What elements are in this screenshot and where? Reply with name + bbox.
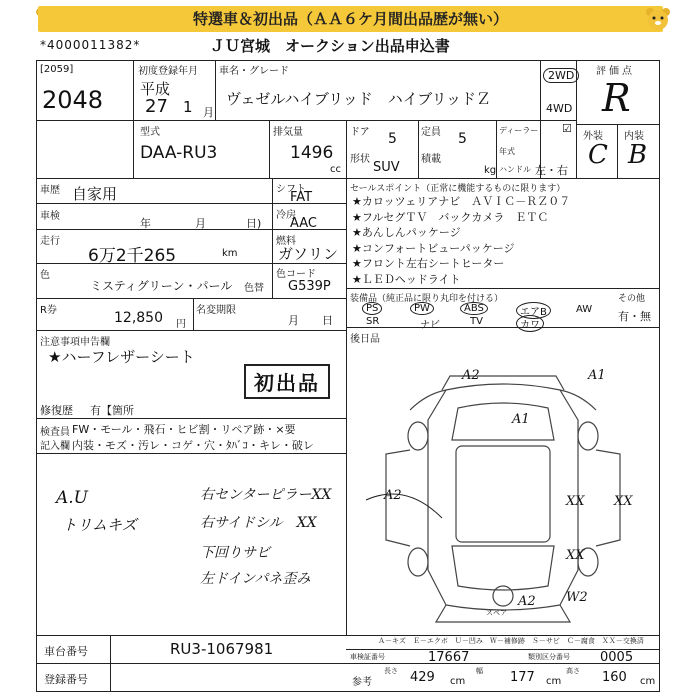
usage-value: 自家用 — [72, 185, 118, 203]
length-value: 429 — [410, 670, 435, 685]
check-row1: FW・モール・飛石・ヒビ割・リペア跡・×要 — [72, 423, 296, 436]
interior-value: B — [628, 140, 648, 170]
inspection-month: 月 — [195, 217, 206, 230]
damage-mark: W2 — [566, 590, 588, 605]
first-reg-month: 1 — [183, 98, 193, 116]
banner — [38, 6, 663, 32]
inspection-label: 車検 — [40, 211, 60, 222]
cooler-label: 冷房 — [276, 210, 296, 221]
capacity-label: 定員 — [421, 127, 441, 138]
name-change-month: 月 — [288, 314, 299, 327]
equipment-airbag: エアB — [516, 302, 551, 319]
body-type-value: SUV — [373, 160, 400, 175]
sales-point-item: ★フロント左右シートヒーター — [352, 257, 505, 270]
first-reg-era: 平成 — [140, 80, 171, 98]
color-value: ミスティグリーン・パール — [90, 279, 233, 293]
inspection-day: 日) — [246, 217, 262, 230]
first-reg-label: 初度登録年月 — [138, 66, 198, 77]
width-value: 177 — [510, 670, 535, 685]
damage-mark: XX — [614, 494, 633, 509]
sales-point-item: ★あんしんパッケージ — [352, 226, 461, 239]
color-code-label: 色コード — [276, 269, 316, 280]
dealer-label: ディーラー — [499, 126, 539, 135]
inspection-cert-number: 17667 — [428, 650, 470, 665]
mileage-value: 6万2千265 — [88, 246, 177, 266]
equipment-pw: PW — [410, 302, 434, 315]
year-label: 年式 — [499, 147, 515, 156]
exterior-value: C — [588, 140, 608, 170]
mileage-unit: km — [222, 248, 238, 259]
width-unit: cm — [546, 676, 562, 687]
usage-label: 車歴 — [40, 185, 60, 196]
ref-label: 参考 — [352, 677, 372, 688]
length-unit: cm — [450, 676, 466, 687]
recycle-unit: 円 — [176, 319, 186, 330]
rear-seat-label: 後日品 — [350, 334, 380, 345]
name-change-day: 日 — [322, 314, 333, 327]
repair-label: 修復歴 — [40, 404, 73, 417]
score-label: 評価点 — [596, 66, 635, 77]
sales-point-item: ★カロッツェリアナビ ＡＶＩＣ－ＲＺ０７ — [352, 195, 571, 208]
height-unit: cm — [640, 676, 656, 687]
form-code: *4000011382* — [40, 38, 141, 52]
doors-value: 5 — [388, 131, 397, 147]
first-reg-year: 27 — [145, 96, 168, 117]
recycle-value: 12,850 — [114, 310, 163, 326]
interior-label: 内装 — [624, 131, 644, 142]
handwritten-trim-scratch: トリムキズ — [62, 516, 137, 534]
equipment-aw: AW — [576, 304, 593, 315]
color-label: 色 — [40, 270, 50, 281]
chassis-value: RU3-1067981 — [170, 640, 274, 658]
first-reg-month-unit: 月 — [203, 106, 214, 119]
form-title: ＪＵ宮城 オークション出品申込書 — [210, 37, 450, 55]
notes-value: ★ハーフレザーシート — [48, 348, 195, 366]
equipment-leather: カワ — [516, 315, 544, 332]
shift-label: シフト — [276, 184, 306, 195]
dealer-check: ☑ — [562, 122, 572, 135]
car-name-value: ヴェゼルハイブリッド ハイブリッドＺ — [226, 90, 492, 108]
equipment-misc-label: その他 — [618, 294, 646, 304]
sales-points-list — [352, 193, 652, 286]
equipment-abs: ABS — [460, 302, 488, 315]
equipment-navi: ナビ — [420, 320, 440, 331]
damage-legend: Ａ－キズ Ｅ－エクボ Ｕ－凹み Ｗ－補修跡 Ｓ－サビ Ｃ－腐食 ＸＸ－交換済 — [378, 637, 644, 645]
doors-label: ドア — [350, 127, 370, 138]
drive-4wd: 4WD — [546, 102, 573, 115]
inspection-year: 年 — [140, 217, 151, 230]
banner-text: 特選車＆初出品（ＡＡ６ケ月間出品歴が無い） — [192, 10, 508, 28]
handle-label: ハンドル — [499, 165, 531, 174]
spare-label: スペア — [486, 609, 507, 617]
model-label: 型式 — [140, 127, 160, 138]
damage-mark: A1 — [588, 368, 606, 383]
chassis-label: 車台番号 — [44, 645, 88, 658]
bear-logo-right-icon — [644, 6, 672, 32]
shift-value: FAT — [290, 190, 313, 205]
lot-small-no: [2059] — [40, 64, 74, 75]
reg-no-label: 登録番号 — [44, 673, 88, 686]
body-type-label: 形状 — [350, 154, 370, 165]
capacity-value: 5 — [458, 131, 467, 147]
color-no-label: 色替 — [244, 283, 264, 294]
equipment-tv: TV — [470, 316, 483, 327]
equipment-label: 装備品（純正品に限り丸印を付ける） — [350, 294, 504, 304]
damage-mark: A2 — [384, 488, 402, 503]
check-label2: 記入欄 — [40, 441, 70, 452]
damage-mark: A2 — [518, 594, 536, 609]
fuel-value: ガソリン — [278, 245, 339, 263]
type-number: 0005 — [600, 650, 634, 665]
sales-point-item: ★ＬＥＤヘッドライト — [352, 272, 461, 286]
lot-no: 2048 — [42, 86, 104, 114]
name-change-label: 名変期限 — [196, 305, 236, 316]
sales-points-label: セールスポイント（正常に機能するものに限ります） — [350, 184, 566, 194]
car-name-label: 車名・グレード — [219, 66, 289, 77]
sales-point-item: ★コンフォートビューパッケージ — [352, 241, 515, 255]
displacement-value: 1496 — [290, 143, 334, 163]
equipment-misc-value: 有・無 — [618, 310, 651, 323]
cooler-value: AAC — [290, 216, 317, 231]
load-label: 積載 — [421, 154, 441, 165]
equipment-sr: SR — [366, 316, 380, 327]
fuel-label: 燃料 — [276, 236, 296, 247]
handwritten-right1: 右センターピラーXX — [200, 487, 332, 503]
score-value: R — [602, 76, 631, 120]
damage-mark: A1 — [512, 412, 530, 427]
displacement-unit: cc — [330, 164, 341, 175]
damage-mark: A2 — [462, 368, 480, 383]
exterior-label: 外装 — [583, 131, 603, 142]
check-label1: 検査員 — [40, 427, 70, 438]
height-value: 160 — [602, 670, 627, 685]
width-label: 幅 — [476, 667, 483, 675]
inspection-cert-label: 車検証番号 — [350, 653, 385, 661]
handwritten-right2: 右サイドシル XX — [200, 515, 317, 531]
drive-2wd: 2WD — [543, 68, 579, 83]
load-unit: kg — [484, 165, 497, 176]
handwritten-au: A.U — [56, 488, 89, 508]
mileage-label: 走行 — [40, 236, 60, 247]
displacement-label: 排気量 — [273, 127, 303, 138]
sales-point-item: ★フルセグＴＶ バックカメラ ＥＴＣ — [352, 210, 549, 224]
first-listing-stamp: 初出品 — [244, 364, 330, 399]
repair-value: 有【箇所 — [90, 404, 134, 417]
damage-mark: XX — [566, 494, 585, 509]
model-value: DAA-RU3 — [140, 143, 218, 163]
length-label: 長さ — [384, 667, 398, 675]
handwritten-right3: 下回りサビ — [200, 545, 270, 561]
type-label: 類別区分番号 — [528, 653, 570, 661]
color-code-value: G539P — [288, 279, 331, 294]
check-row2: 内装・モズ・汚レ・コゲ・穴・ﾀﾊﾞｺ・キレ・破レ — [72, 439, 314, 452]
height-label: 高さ — [566, 667, 580, 675]
recycle-label: R券 — [40, 305, 57, 316]
notes-label: 注意事項申告欄 — [40, 337, 110, 348]
handle-value: 左・右 — [535, 164, 568, 177]
equipment-ps: PS — [362, 302, 382, 315]
damage-mark: XX — [566, 548, 585, 563]
handwritten-right4: 左ドインパネ歪み — [200, 571, 311, 587]
